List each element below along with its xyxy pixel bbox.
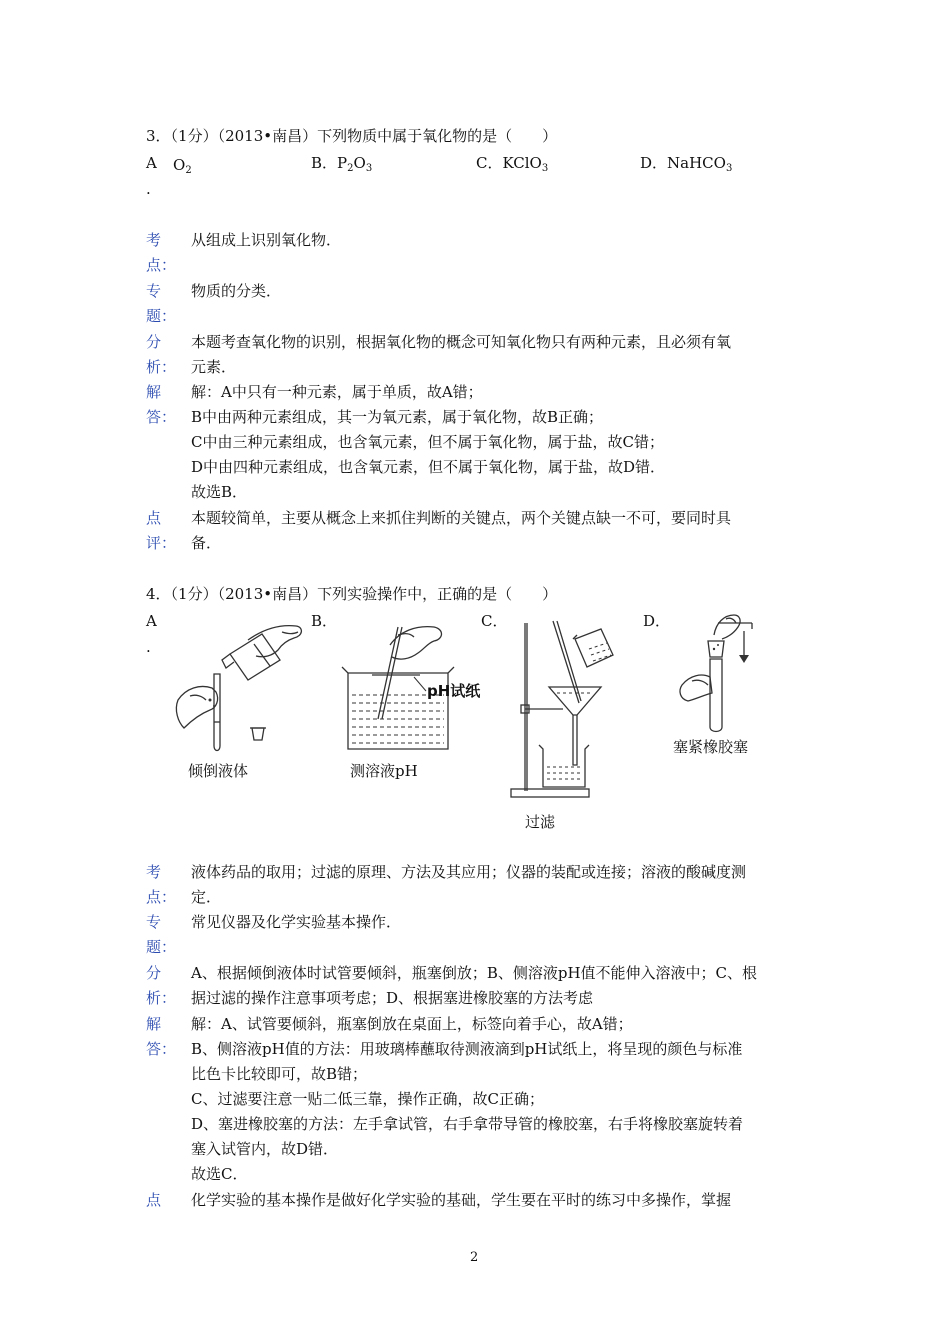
q3-stem: 3．（1分）（2013•南昌）下列物质中属于氧化物的是（ ） xyxy=(146,127,558,145)
q3-label-dian: 点： xyxy=(146,256,177,274)
q4-label-da: 答： xyxy=(146,1040,177,1058)
q4-option-d-letter: D． xyxy=(643,612,671,630)
q4-zhuanti: 常见仪器及化学实验基本操作． xyxy=(191,913,402,931)
caption-measure-ph: 测溶液pH xyxy=(350,762,418,780)
q4-jieda-line5: D、塞进橡胶塞的方法：左手拿试管，右手拿带导管的橡胶塞，右手将橡胶塞旋转着 xyxy=(191,1115,744,1133)
caption-pouring-liquid: 倾倒液体 xyxy=(188,762,249,780)
q3-zhuanti: 物质的分类． xyxy=(191,282,282,300)
q4-kaodian-line2: 定． xyxy=(191,888,222,906)
q4-jieda-line4: C、过滤要注意一贴二低三靠，操作正确，故C正确； xyxy=(191,1090,544,1108)
q3-jieda-line3: C中由三种元素组成，也含氧元素，但不属于氧化物，属于盐，故C错； xyxy=(191,433,664,451)
q4-jieda-line2: B、侧溶液pH值的方法：用玻璃棒蘸取待测液滴到pH试纸上，将呈现的颜色与标准 xyxy=(191,1040,743,1058)
q3-fenxi-line1: 本题考查氧化物的识别，根据氧化物的概念可知氧化物只有两种元素，且必须有氧 xyxy=(191,333,732,351)
q4-kaodian-line1: 液体药品的取用；过滤的原理、方法及其应用；仪器的装配或连接；溶液的酸碱度测 xyxy=(191,863,747,881)
filtration-illustration xyxy=(505,615,620,805)
q3-jieda-line4: D中由四种元素组成，也含氧元素，但不属于氧化物，属于盐，故D错． xyxy=(191,458,666,476)
q4-option-a-letter: A xyxy=(146,612,157,630)
q4-jieda-line3: 比色卡比较即可，故B错； xyxy=(191,1065,368,1083)
q3-dianping-line2: 备． xyxy=(191,534,222,552)
q4-fenxi-line2: 据过滤的操作注意事项考虑；D、根据塞进橡胶塞的方法考虑 xyxy=(191,989,594,1007)
q4-jieda-line1: 解：A、试管要倾斜，瓶塞倒放在桌面上，标签向着手心，故A错； xyxy=(191,1015,633,1033)
q3-label-fen: 分 xyxy=(146,333,162,351)
q4-label-ti: 题： xyxy=(146,938,177,956)
q4-label-dian: 点： xyxy=(146,888,177,906)
q4-stem: 4．（1分）（2013•南昌）下列实验操作中，正确的是（ ） xyxy=(146,585,558,603)
q3-fenxi-line2: 元素． xyxy=(191,358,237,376)
q3-label-xi: 析： xyxy=(146,358,177,376)
q4-fenxi-line1: A、根据倾倒液体时试管要倾斜，瓶塞倒放；B、侧溶液pH值不能伸入溶液中；C、根 xyxy=(191,964,758,982)
q4-label-xi: 析： xyxy=(146,989,177,1007)
q3-label-da: 答： xyxy=(146,408,177,426)
q4-label-jie: 解 xyxy=(146,1015,162,1033)
q4-label-fen: 分 xyxy=(146,964,162,982)
q4-option-c-letter: C． xyxy=(481,612,508,630)
q3-option-d: D．NaHCO$_3$ xyxy=(640,154,733,174)
q3-jieda-line2: B中由两种元素组成，其一为氧元素，属于氧化物，故B正确； xyxy=(191,408,604,426)
ph-paper-label: pH试纸 xyxy=(427,682,481,700)
q3-label-zhuan: 专 xyxy=(146,282,162,300)
caption-filtration: 过滤 xyxy=(525,813,556,831)
q4-label-zhuan: 专 xyxy=(146,913,162,931)
q3-label-kao: 考 xyxy=(146,231,162,249)
q3-label-dianping2: 评： xyxy=(146,534,177,552)
q3-label-jie: 解 xyxy=(146,383,162,401)
pouring-liquid-illustration xyxy=(170,610,320,755)
q4-label-kao: 考 xyxy=(146,863,162,881)
q3-option-b: B．$P_2O_3$ xyxy=(311,154,373,174)
q3-dianping-line1: 本题较简单，主要从概念上来抓住判断的关键点，两个关键点缺一不可，要同时具 xyxy=(191,509,732,527)
q4-option-a-dot: . xyxy=(146,638,151,656)
q3-option-c: C．KClO$_3$ xyxy=(476,154,549,174)
q3-option-a-letter: A xyxy=(146,154,157,172)
stopper-illustration xyxy=(670,605,780,735)
q4-label-dianping: 点 xyxy=(146,1191,162,1209)
page-number: 2 xyxy=(470,1250,479,1265)
q4-option-b-letter: B． xyxy=(311,612,338,630)
q3-kaodian: 从组成上识别氧化物． xyxy=(191,231,342,249)
q3-jieda-line1: 解：A中只有一种元素，属于单质，故A错； xyxy=(191,383,483,401)
caption-stopper: 塞紧橡胶塞 xyxy=(673,738,749,756)
q3-label-ti: 题： xyxy=(146,307,177,325)
q3-option-a-dot: . xyxy=(146,180,151,198)
q3-label-dianping1: 点 xyxy=(146,509,162,527)
q4-jieda-line6: 塞入试管内，故D错． xyxy=(191,1140,339,1158)
q3-jieda-line5: 故选B． xyxy=(191,483,248,501)
q4-dianping-line1: 化学实验的基本操作是做好化学实验的基础，学生要在平时的练习中多操作，掌握 xyxy=(191,1191,732,1209)
q3-option-a: $O_2$ xyxy=(173,156,192,176)
q4-jieda-line7: 故选C． xyxy=(191,1165,248,1183)
